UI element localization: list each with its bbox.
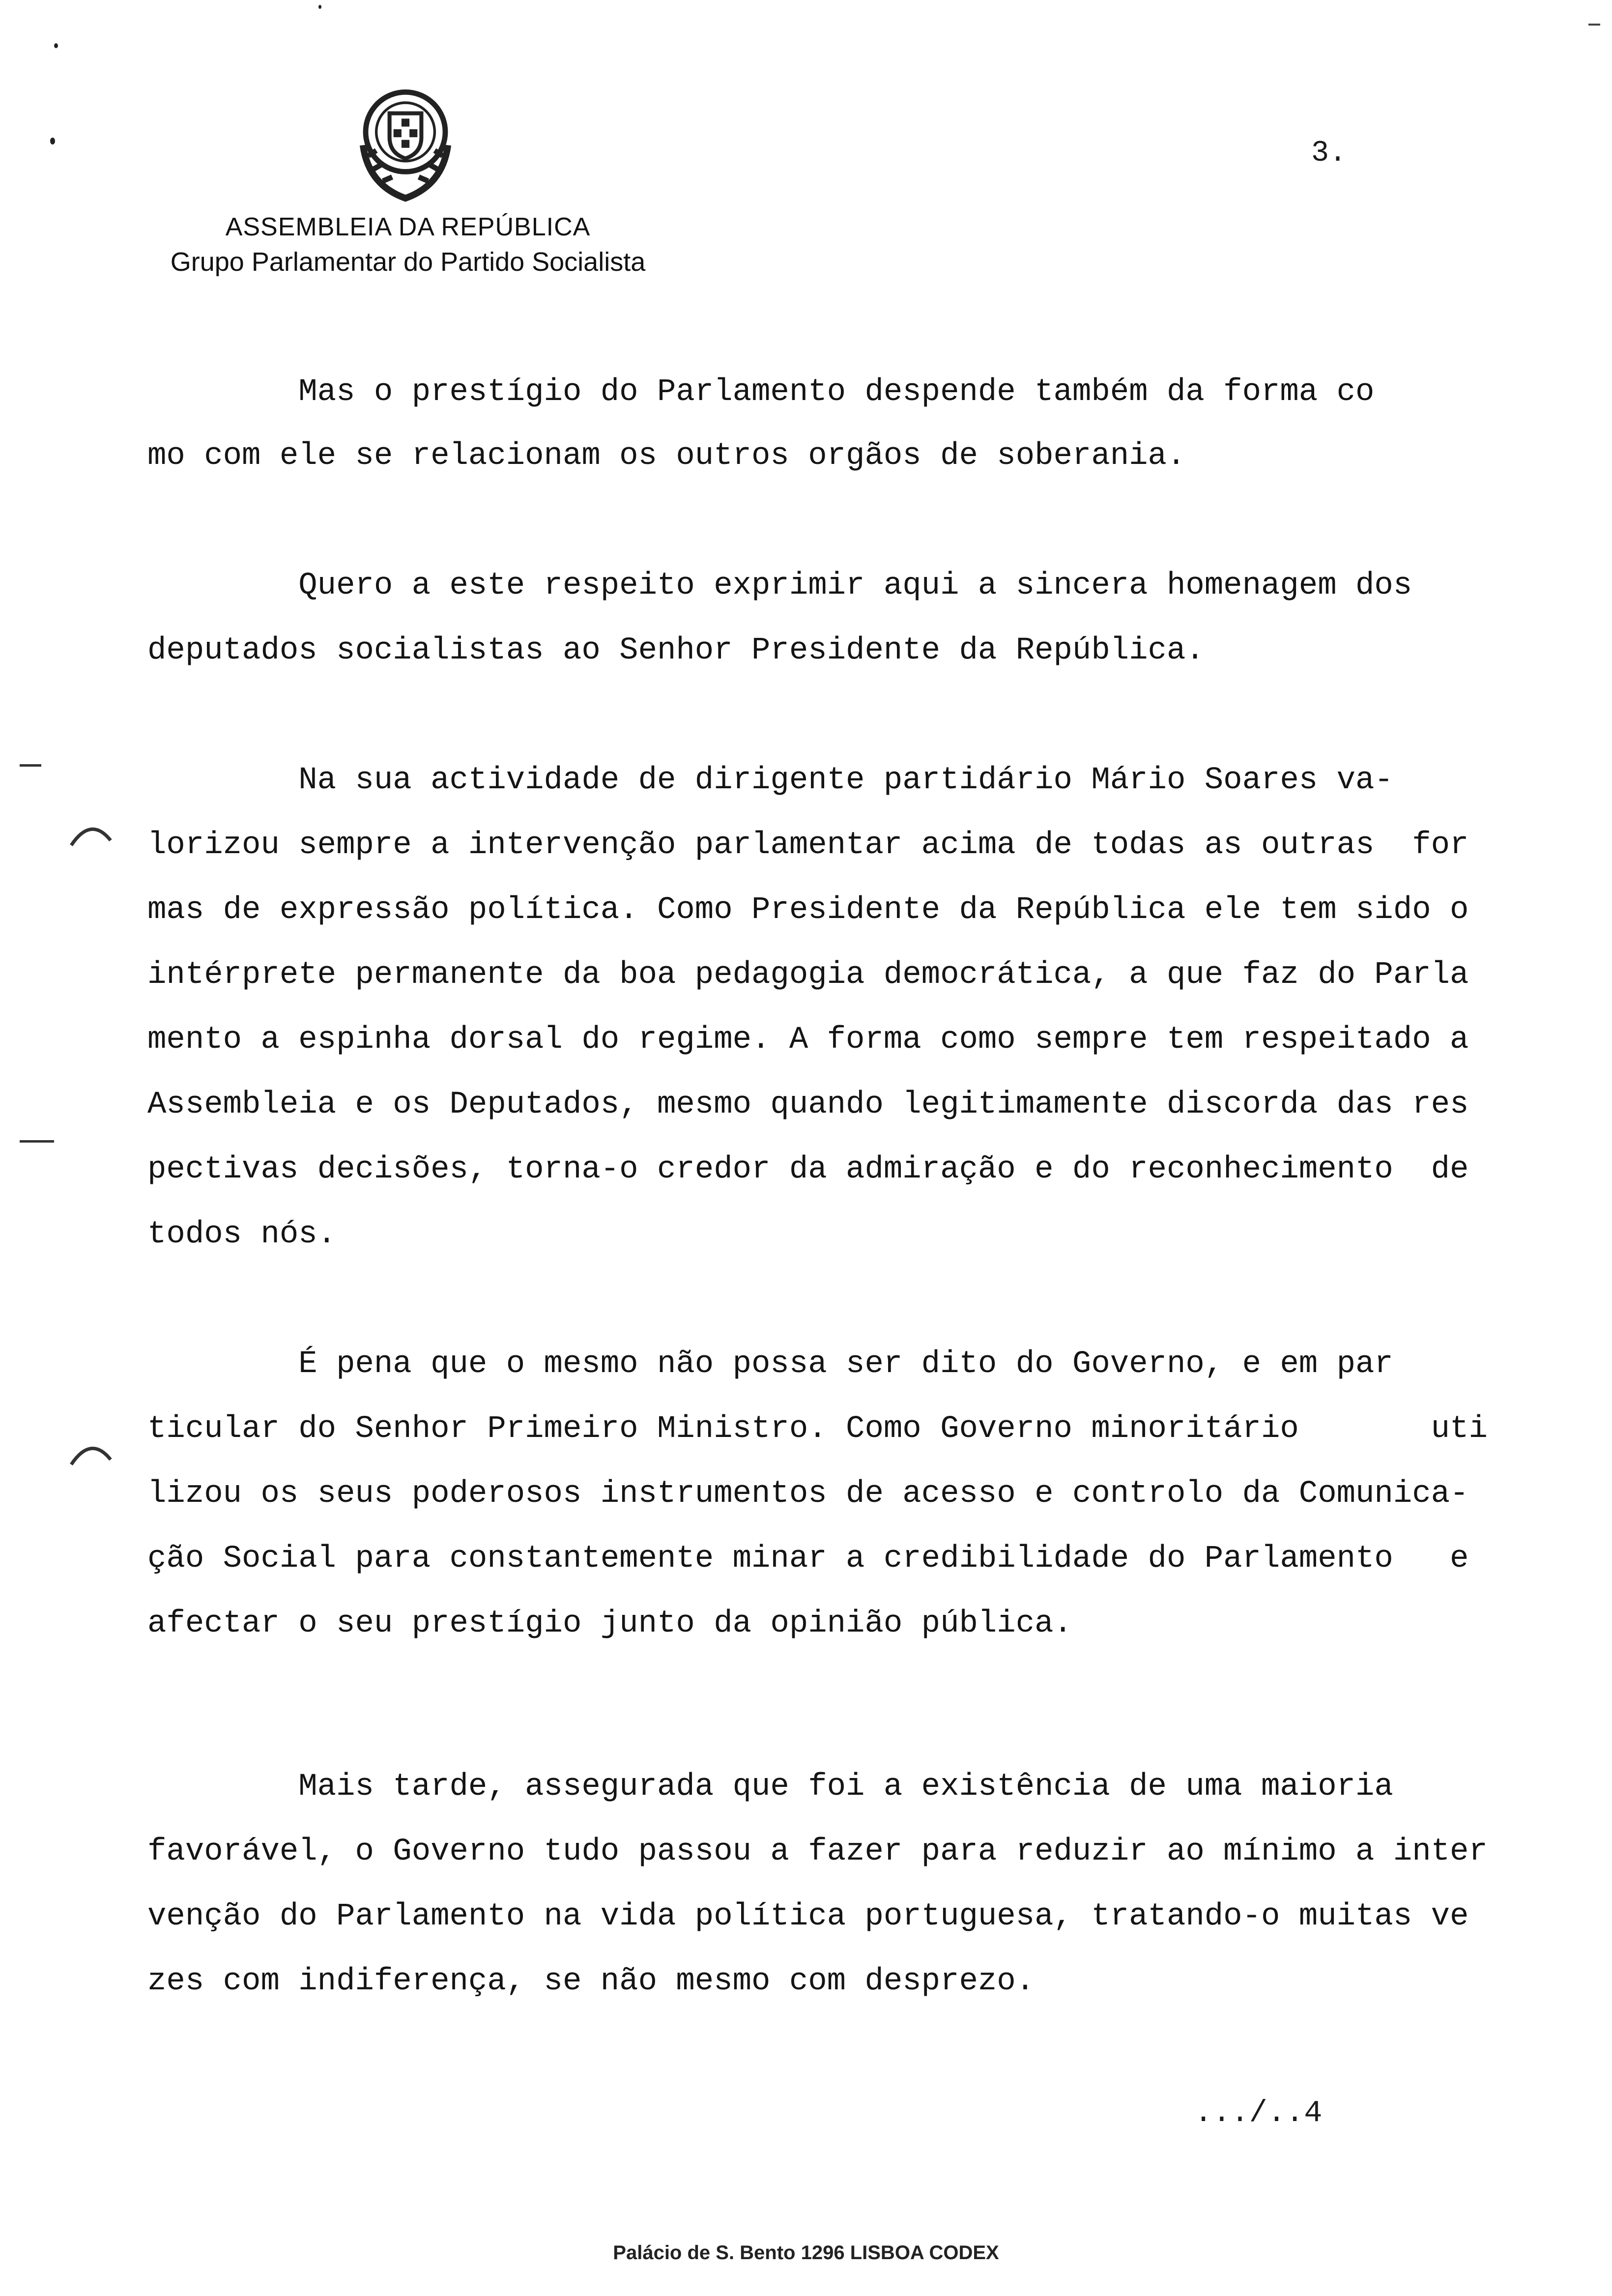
body-line: intérprete permanente da boa pedagogia democrática, a que faz do Parla (147, 957, 1469, 993)
body-line: Quero a este respeito exprimir aqui a sincera homenagem dos (147, 568, 1412, 603)
body-line: venção do Parlamento na vida política portuguesa, tratando-o muitas ve (147, 1899, 1469, 1934)
scan-speck (50, 138, 55, 144)
body-line: ção Social para constantemente minar a credibilidade do Parlamento e (147, 1541, 1469, 1577)
body-line: mo com ele se relacionam os outros orgãos de soberania. (147, 438, 1186, 474)
body-line: Mas o prestígio do Parlamento despende também da forma co (147, 374, 1375, 410)
coat-of-arms-emblem (339, 76, 472, 209)
body-line: zes com indiferença, se não mesmo com desprezo. (147, 1964, 1035, 1999)
body-line: pectivas decisões, torna-o credor da admiração e do reconhecimento de (147, 1152, 1469, 1187)
institution-name: ASSEMBLEIA DA REPÚBLICA (225, 213, 591, 241)
scan-speck (54, 43, 58, 48)
page-number: 3. (1311, 137, 1347, 170)
parliamentary-group: Grupo Parlamentar do Partido Socialista (170, 247, 646, 277)
punch-hole-arc (69, 818, 113, 848)
body-line: Mais tarde, assegurada que foi a existência de uma maioria (147, 1769, 1393, 1805)
body-line: Assembleia e os Deputados, mesmo quando legitimamente discorda das res (147, 1087, 1469, 1122)
body-line: afectar o seu prestígio junto da opinião pública. (147, 1606, 1072, 1641)
footer-address: Palácio de S. Bento 1296 LISBOA CODEX (613, 2242, 999, 2264)
body-line: ticular do Senhor Primeiro Ministro. Como Governo minoritário uti (147, 1411, 1488, 1447)
body-line: todos nós. (147, 1217, 337, 1252)
scan-speck (318, 5, 321, 9)
margin-dash (20, 1140, 54, 1143)
body-line: É pena que o mesmo não possa ser dito do Governo, e em par (147, 1347, 1393, 1382)
body-line: favorável, o Governo tudo passou a fazer para reduzir ao mínimo a inter (147, 1834, 1488, 1869)
body-line: Na sua actividade de dirigente partidário Mário Soares va- (147, 763, 1393, 798)
continuation-marker: .../..4 (1194, 2095, 1323, 2130)
body-line: deputados socialistas ao Senhor Presidente da República. (147, 633, 1205, 668)
body-line: lorizou sempre a intervenção parlamentar acima de todas as outras for (147, 828, 1469, 863)
body-line: lizou os seus poderosos instrumentos de acesso e controlo da Comunica- (147, 1476, 1469, 1512)
margin-dash (20, 764, 41, 767)
scan-speck (1588, 24, 1600, 26)
body-line: mento a espinha dorsal do regime. A forma como sempre tem respeitado a (147, 1022, 1469, 1058)
body-line: mas de expressão política. Como Presidente da República ele tem sido o (147, 892, 1469, 928)
punch-hole-arc (69, 1437, 113, 1467)
